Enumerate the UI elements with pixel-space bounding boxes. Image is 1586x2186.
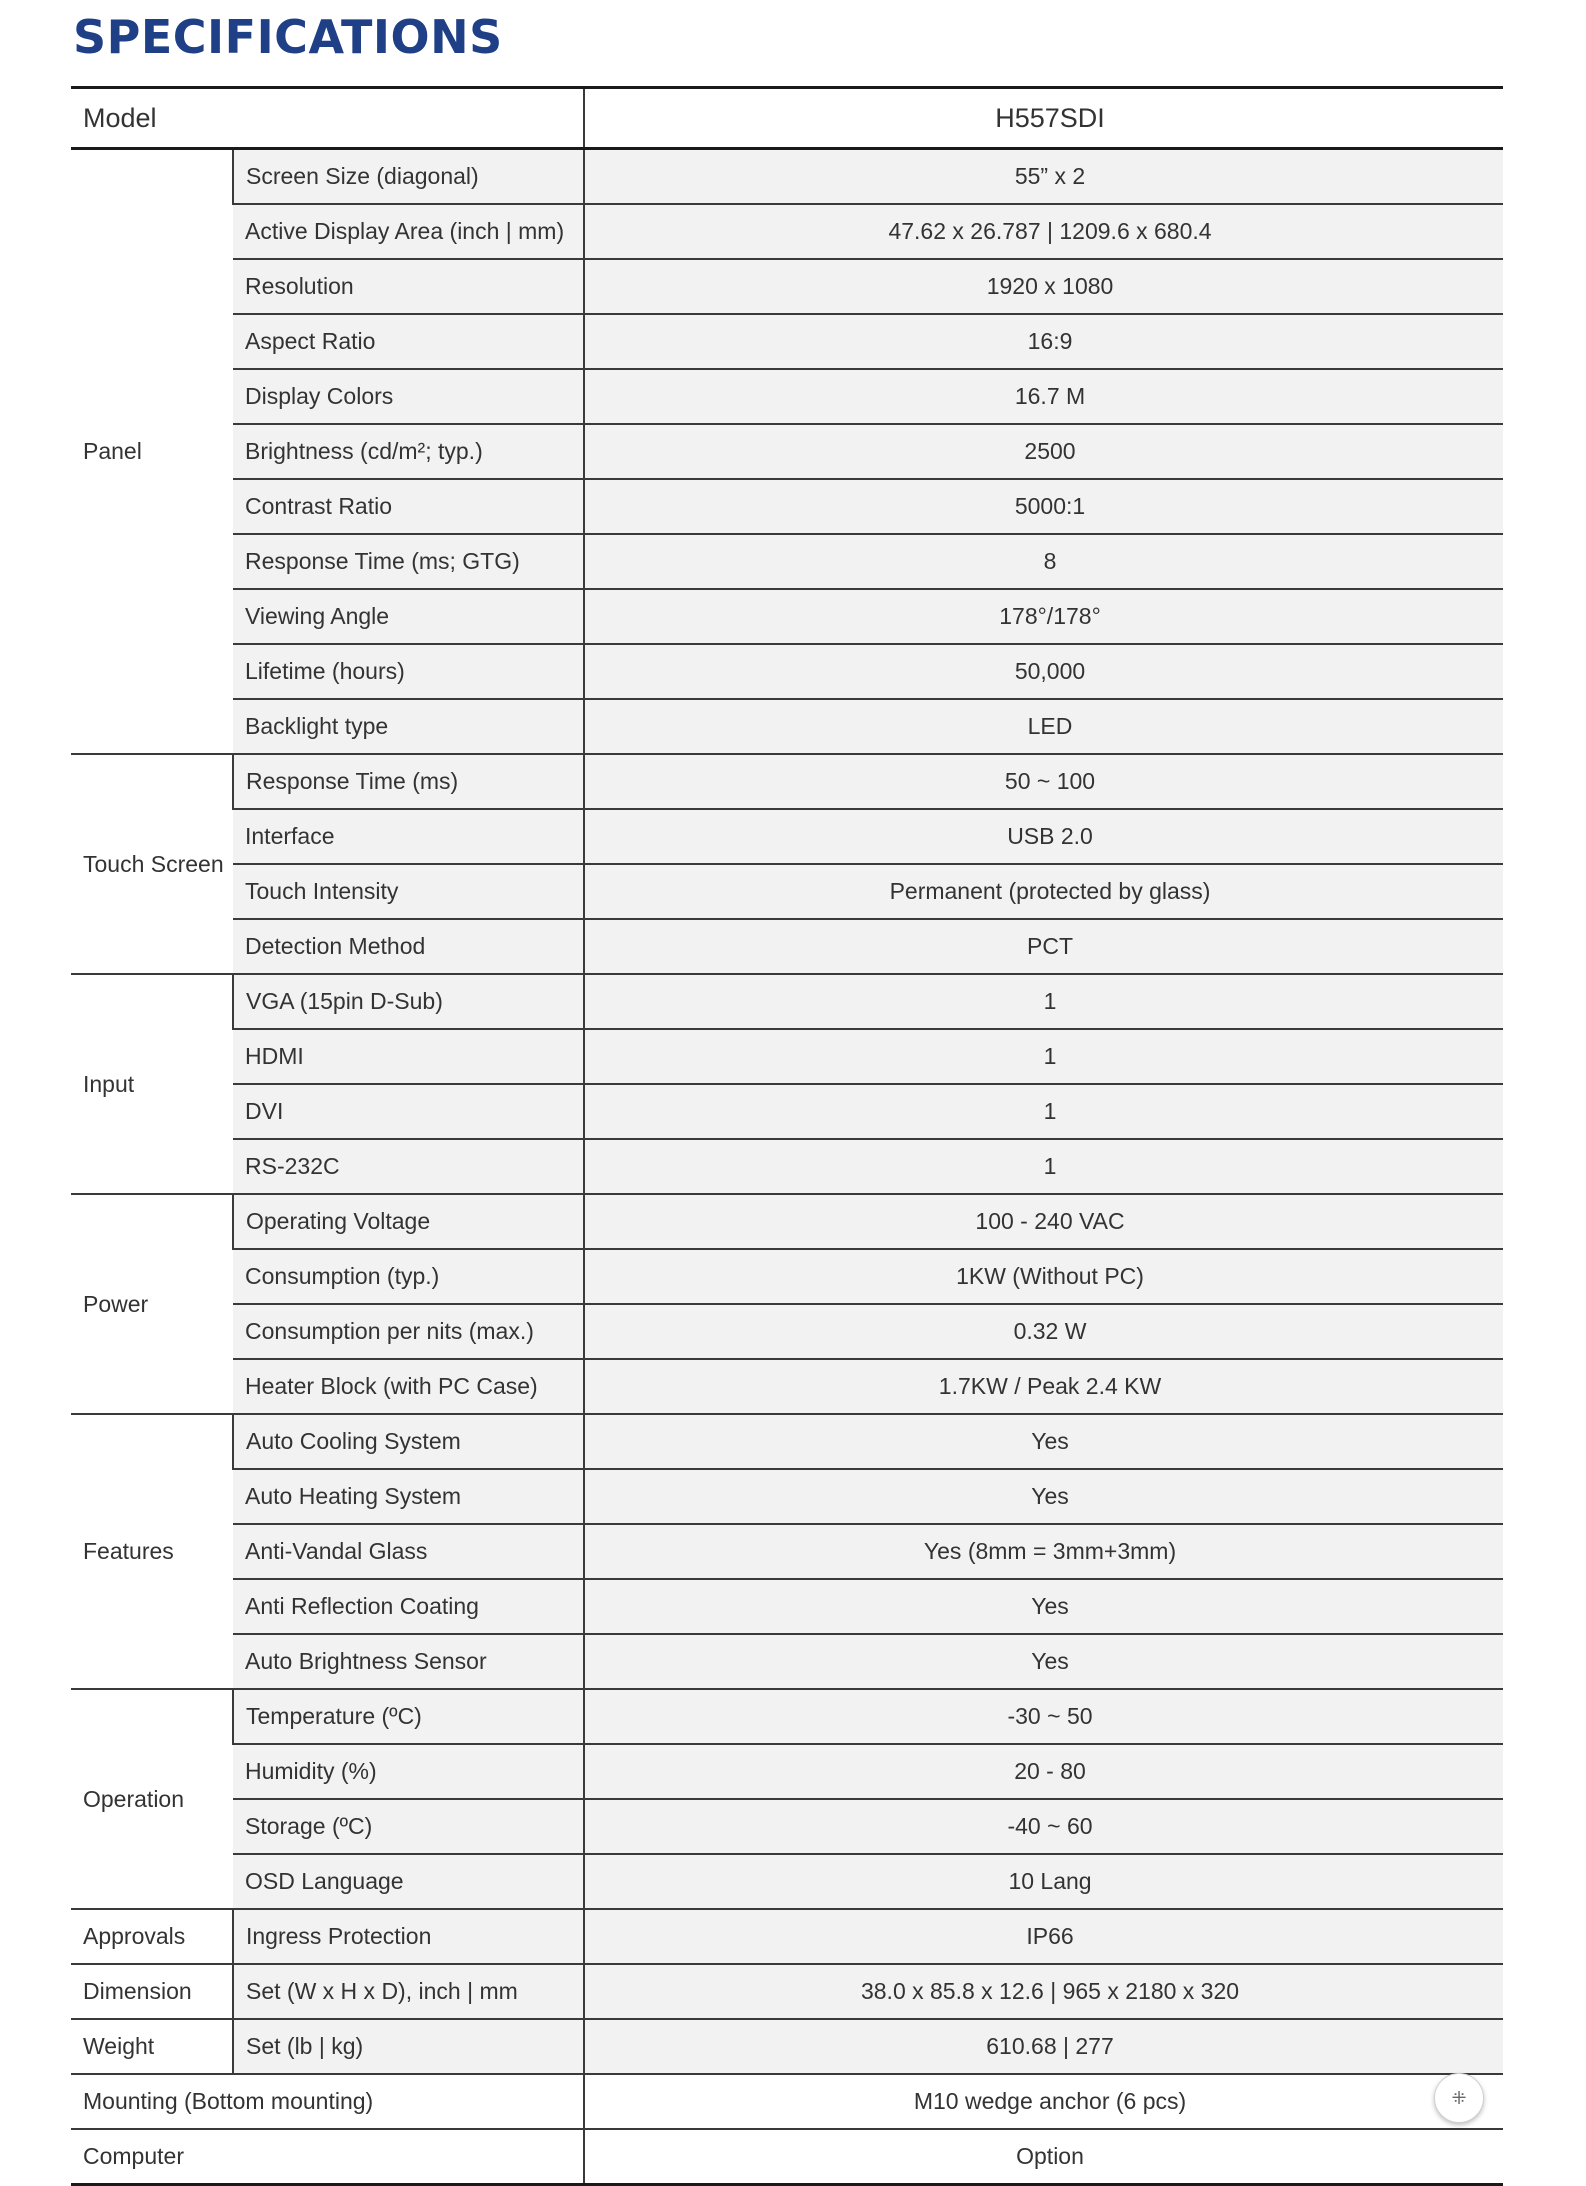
- category-label: Panel: [71, 149, 233, 755]
- spec-item-value: 38.0 x 85.8 x 12.6 | 965 x 2180 x 320: [584, 1964, 1503, 2019]
- spec-item-label: DVI: [233, 1084, 584, 1139]
- table-row: [71, 1689, 1503, 1744]
- spec-item-label: Anti Reflection Coating: [233, 1579, 584, 1634]
- model-label: Model: [71, 88, 584, 149]
- category-label: Dimension: [71, 1964, 233, 2019]
- table-row: [71, 1579, 1503, 1634]
- spec-item-value: 5000:1: [584, 479, 1503, 534]
- table-row: [71, 589, 1503, 644]
- spec-item-value: PCT: [584, 919, 1503, 974]
- spec-table: [71, 86, 1503, 2186]
- spec-item-label: Backlight type: [233, 699, 584, 754]
- table-row: [71, 1084, 1503, 1139]
- table-row: [71, 2129, 1503, 2185]
- spec-wide-value: Option: [584, 2129, 1503, 2185]
- table-row: [71, 974, 1503, 1029]
- spec-item-value: 10 Lang: [584, 1854, 1503, 1909]
- category-label: Power: [71, 1194, 233, 1414]
- category-label: Features: [71, 1414, 233, 1689]
- spec-wide-value: M10 wedge anchor (6 pcs): [584, 2074, 1503, 2129]
- spec-item-value: 55” x 2: [584, 149, 1503, 205]
- spec-item-label: HDMI: [233, 1029, 584, 1084]
- table-row: [71, 424, 1503, 479]
- spec-item-value: IP66: [584, 1909, 1503, 1964]
- collapse-button[interactable]: [1434, 2073, 1484, 2123]
- spec-item-label: Set (lb | kg): [233, 2019, 584, 2074]
- spec-item-value: 1: [584, 974, 1503, 1029]
- spec-item-label: Humidity (%): [233, 1744, 584, 1799]
- spec-item-value: 8: [584, 534, 1503, 589]
- spec-wide-label: Computer: [71, 2129, 584, 2185]
- spec-item-value: 50,000: [584, 644, 1503, 699]
- spec-item-value: Yes: [584, 1634, 1503, 1689]
- spec-item-label: Temperature (ºC): [233, 1689, 584, 1744]
- table-row: [71, 644, 1503, 699]
- spec-item-label: Detection Method: [233, 919, 584, 974]
- spec-item-label: RS-232C: [233, 1139, 584, 1194]
- table-row: [71, 1524, 1503, 1579]
- spec-item-value: 20 - 80: [584, 1744, 1503, 1799]
- table-row: [71, 369, 1503, 424]
- spec-item-value: 1920 x 1080: [584, 259, 1503, 314]
- spec-item-value: 1.7KW / Peak 2.4 KW: [584, 1359, 1503, 1414]
- spec-item-value: 0.32 W: [584, 1304, 1503, 1359]
- spec-item-value: Yes: [584, 1579, 1503, 1634]
- spec-item-label: Aspect Ratio: [233, 314, 584, 369]
- spec-item-label: Storage (ºC): [233, 1799, 584, 1854]
- spec-item-label: Ingress Protection: [233, 1909, 584, 1964]
- spec-item-label: Viewing Angle: [233, 589, 584, 644]
- category-label: Weight: [71, 2019, 233, 2074]
- category-label: Input: [71, 974, 233, 1194]
- spec-item-value: 100 - 240 VAC: [584, 1194, 1503, 1249]
- spec-item-value: 1: [584, 1084, 1503, 1139]
- table-header-row: [71, 88, 1503, 149]
- table-row: [71, 1249, 1503, 1304]
- spec-item-value: -40 ~ 60: [584, 1799, 1503, 1854]
- spec-wide-label: Mounting (Bottom mounting): [71, 2074, 584, 2129]
- spec-item-label: Resolution: [233, 259, 584, 314]
- spec-item-label: OSD Language: [233, 1854, 584, 1909]
- spec-item-label: Consumption (typ.): [233, 1249, 584, 1304]
- spec-item-value: 47.62 x 26.787 | 1209.6 x 680.4: [584, 204, 1503, 259]
- model-value: H557SDI: [584, 88, 1503, 149]
- spec-item-label: Heater Block (with PC Case): [233, 1359, 584, 1414]
- table-row: [71, 1964, 1503, 2019]
- spec-item-label: Consumption per nits (max.): [233, 1304, 584, 1359]
- spec-item-value: 50 ~ 100: [584, 754, 1503, 809]
- spec-item-value: LED: [584, 699, 1503, 754]
- spec-item-value: -30 ~ 50: [584, 1689, 1503, 1744]
- table-row: [71, 1634, 1503, 1689]
- spec-item-value: 16.7 M: [584, 369, 1503, 424]
- page-title: SPECIFICATIONS: [73, 10, 503, 64]
- table-row: [71, 754, 1503, 809]
- table-row: [71, 259, 1503, 314]
- table-row: [71, 1909, 1503, 1964]
- spec-item-label: Anti-Vandal Glass: [233, 1524, 584, 1579]
- spec-item-value: 610.68 | 277: [584, 2019, 1503, 2074]
- table-row: [71, 809, 1503, 864]
- category-label: Approvals: [71, 1909, 233, 1964]
- spec-table-body: [71, 88, 1503, 2185]
- table-row: [71, 1854, 1503, 1909]
- spec-item-label: VGA (15pin D-Sub): [233, 974, 584, 1029]
- spec-item-value: Permanent (protected by glass): [584, 864, 1503, 919]
- spec-item-label: Auto Cooling System: [233, 1414, 584, 1469]
- table-row: [71, 534, 1503, 589]
- table-row: [71, 479, 1503, 534]
- spec-item-label: Touch Intensity: [233, 864, 584, 919]
- spec-item-label: Lifetime (hours): [233, 644, 584, 699]
- spec-item-label: Screen Size (diagonal): [233, 149, 584, 205]
- spec-item-label: Set (W x H x D), inch | mm: [233, 1964, 584, 2019]
- collapse-icon: ⁜: [1451, 2087, 1467, 2109]
- table-row: [71, 149, 1503, 205]
- table-row: [71, 1029, 1503, 1084]
- spec-item-label: Contrast Ratio: [233, 479, 584, 534]
- spec-item-label: Operating Voltage: [233, 1194, 584, 1249]
- spec-item-label: Response Time (ms; GTG): [233, 534, 584, 589]
- spec-item-value: Yes: [584, 1469, 1503, 1524]
- table-row: [71, 314, 1503, 369]
- spec-item-value: 2500: [584, 424, 1503, 479]
- spec-item-label: Brightness (cd/m²; typ.): [233, 424, 584, 479]
- spec-item-label: Auto Brightness Sensor: [233, 1634, 584, 1689]
- table-row: [71, 1139, 1503, 1194]
- table-row: [71, 1414, 1503, 1469]
- table-row: [71, 1799, 1503, 1854]
- table-row: [71, 2074, 1503, 2129]
- spec-item-value: USB 2.0: [584, 809, 1503, 864]
- table-row: [71, 864, 1503, 919]
- table-row: [71, 1359, 1503, 1414]
- table-row: [71, 2019, 1503, 2074]
- spec-item-value: 1KW (Without PC): [584, 1249, 1503, 1304]
- spec-item-label: Interface: [233, 809, 584, 864]
- spec-item-value: 178°/178°: [584, 589, 1503, 644]
- spec-item-value: Yes (8mm = 3mm+3mm): [584, 1524, 1503, 1579]
- table-row: [71, 1304, 1503, 1359]
- table-row: [71, 1744, 1503, 1799]
- spec-item-label: Auto Heating System: [233, 1469, 584, 1524]
- table-row: [71, 1469, 1503, 1524]
- spec-item-value: 1: [584, 1029, 1503, 1084]
- table-row: [71, 204, 1503, 259]
- category-label: Touch Screen: [71, 754, 233, 974]
- spec-item-value: 1: [584, 1139, 1503, 1194]
- table-row: [71, 919, 1503, 974]
- table-row: [71, 1194, 1503, 1249]
- spec-item-value: Yes: [584, 1414, 1503, 1469]
- category-label: Operation: [71, 1689, 233, 1909]
- spec-item-value: 16:9: [584, 314, 1503, 369]
- spec-item-label: Active Display Area (inch | mm): [233, 204, 584, 259]
- table-row: [71, 699, 1503, 754]
- spec-item-label: Display Colors: [233, 369, 584, 424]
- spec-item-label: Response Time (ms): [233, 754, 584, 809]
